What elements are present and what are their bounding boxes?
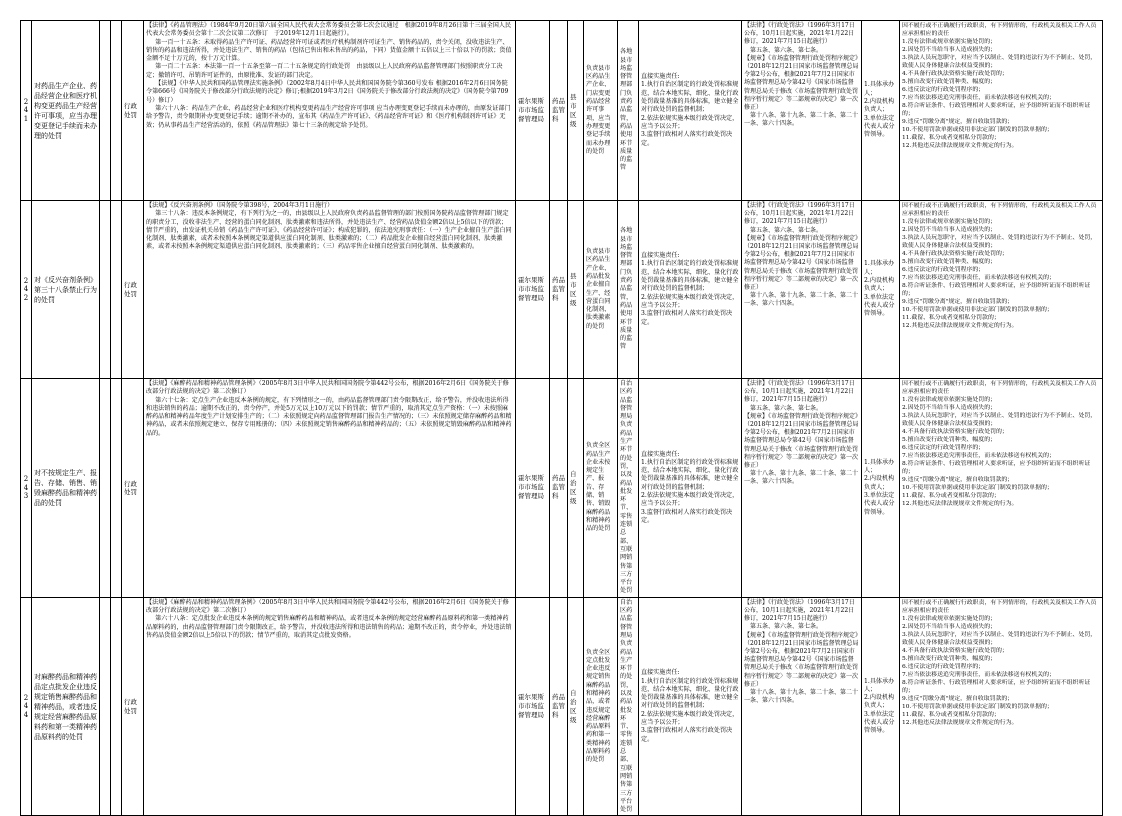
- law-line: 【规章】《市场监督管理行政处罚程序规定》（2018年12月21日国家市场监督管理总局令第2号公布，根据2021年7月2日国家市场监督管理总局令第42号《国家市场监督管理总局关于修改〈市场监督管理行政处罚程序暂行规定〉等二部规章的决定》第一次修正）: [744, 631, 859, 688]
- liability-line: 4.不具备行政执法资格实施行政处罚的；: [902, 251, 1008, 257]
- implementing-body: 霍尔果斯市市场监督管理局: [516, 379, 550, 598]
- duty-description: [639, 201, 742, 379]
- resp_person-line: 2.内设机构负责人；: [864, 98, 895, 114]
- liability-line: 因不履行或不正确履行行政职责，有下列情形的，行政机关及相关工作人员应承担相应的责任: [902, 381, 1097, 395]
- item-type: 行政处罚: [122, 379, 144, 598]
- law-line: 【法律】《行政处罚法》（1996年3月17日公布，10月1日起实施，2021年1月22日修订，2021年7月15日起施行）: [744, 598, 855, 623]
- liability-line: 8.符合听证条件、行政管理相对人要求听证，应予组织听证而不组织听证的；: [902, 679, 1091, 694]
- empty-cell: [111, 597, 122, 816]
- item-name: 对麻醉药品和精神药品定点批发企业违反规定销售麻醉药品和精神药品，或者违反规定经营麻醉药品原料药和第一类精神药品原料药的处罚: [32, 597, 100, 816]
- liability-line: 1.没有法律或规章依据实施处罚的；: [902, 39, 996, 45]
- liability-line: 3.执法人员玩忽职守，对应当予以制止、处罚的违法行为不予制止、处罚，致使人民身体健康合法权益受损的；: [902, 55, 1097, 69]
- liability-line: 1.没有法律或规章依据实施处罚的；: [902, 615, 996, 622]
- liability-line: 12.其他违反法律法规规章文件规定的行为。: [902, 143, 1018, 149]
- legal-basis: [144, 201, 516, 379]
- law-line: 第五条、第六条、第七条。: [744, 226, 823, 234]
- law-line: 第五条、第六条、第七条。: [744, 404, 823, 412]
- basis-line: 第一百一十五条：未取得药品生产许可证、药品经营许可证或者医疗机构制剂许可证生产、销售药品的，责令关闭，没收违法生产、销售的药品和违法所得，并处违法生产、销售的药品（包括已售出和未售出的药品，下同）货值金额十五倍以上三十倍以下的罚款；货值金额不足十万元的，按十万元计算。: [146, 38, 512, 63]
- duty-line: 1.执行自治区制定的行政处罚标准规范，结合本地实际，细化、量化行政处罚裁量基准的具体标准，建立健全对行政处罚的监督机制；: [641, 81, 739, 114]
- empty-cell: [100, 379, 111, 598]
- duty-line: 2.依法依规实施本级行政处罚决定，应当予以公开；: [641, 492, 739, 508]
- liability-line: 6.违反法定的行政处罚程序的；: [902, 445, 985, 451]
- resp_person-line: 1.具体承办人；: [864, 81, 895, 97]
- liability-line: 7.应当依法移送追究刑事责任，而未依法移送有权机关的；: [902, 95, 1055, 101]
- liability-line: 11.截留、私分或者变相私分罚款的；: [902, 711, 1000, 718]
- liability-line: 12.其他违反法律法规规章文件规定的行为。: [902, 719, 1018, 726]
- basis-line: 第一百二十五条：本法第一百一十五条至第一百二十五条规定的行政处罚 由县级以上人民政府药品监督管理部门按照职责分工决定；撤销许可、吊销许可证件的，由原批准、发证的部门决定。: [146, 63, 503, 79]
- basis-line: 【法律】《药品管理法》（1984年9月20日第六届全国人民代表大会常务委员会第七次会议通过 根据2019年8月26日第十三届全国人民代表大会常务委员会第十二次会议第二次修订 于2019年12月1日起施行）。: [146, 22, 512, 38]
- liability-line: 4.不具备行政执法资格实施行政处罚的；: [902, 647, 1008, 654]
- liability-line: 7.应当依法移送追究刑事责任，而未依法移送有权机关的；: [902, 275, 1055, 281]
- duty-line: 2.依法依规实施本级行政处罚决定，应当予以公开；: [641, 114, 739, 130]
- liability-line: 9.违反"罚缴分离"规定，擅自收取罚款的；: [902, 477, 1014, 483]
- jurisdiction-level: 自治区级: [568, 597, 584, 816]
- basis-line: 【法规】《麻醉药品和精神药品管理条例》（2005年8月3日中华人民共和国国务院令第442号公布，根据2016年2月6日《国务院关于修改部分行政法规的决定》第二次修订）: [146, 380, 509, 396]
- responsible-department: 药品监管科: [550, 379, 568, 598]
- liability-line: 6.违反法定的行政处罚程序的；: [902, 267, 985, 273]
- implementing-body: 霍尔果斯市市场监督管理局: [516, 201, 550, 379]
- responsible-persons: [862, 21, 900, 201]
- row-number: 243: [21, 379, 32, 598]
- resp_person-line: 3.单位法定代表人或分管领导。: [864, 114, 895, 139]
- liability-line: 2.因处罚不当给当事人造成损失的；: [902, 47, 996, 53]
- law-line: 第十八条、第十九条、第二十条、第二十一条、第六十四条。: [744, 470, 859, 486]
- law-line: 【法律】《行政处罚法》（1996年3月17日公布，10月1日起实施，2021年1月22日修订，2021年7月15日起施行）: [744, 202, 855, 226]
- duty-line: 3.监督行政相对人落实行政处罚决定。: [641, 131, 733, 147]
- resp_person-line: 3.单位法定代表人或分管领导。: [864, 710, 895, 735]
- duty-legal-basis: [742, 201, 862, 379]
- duty-line: 直接实施责任:: [641, 669, 680, 677]
- duty-description: [639, 21, 742, 201]
- duty-line: 2.依法依规实施本级行政处罚决定，应当予以公开；: [641, 293, 739, 309]
- liability-line: 12.其他违反法律法规规章文件规定的行为。: [902, 501, 1018, 507]
- liability-line: 3.执法人员玩忽职守，对应当予以制止、处罚的违法行为不予制止、处罚，致使人民身体健康合法权益受损的；: [902, 631, 1097, 646]
- liability-line: 11.截留、私分或者变相私分罚款的；: [902, 493, 1000, 499]
- duty-description: [639, 597, 742, 816]
- law-line: 第十八条、第十九条、第二十条、第二十一条、第六十四条。: [744, 292, 859, 308]
- duty-legal-basis: [742, 597, 862, 816]
- liability-line: 6.违反法定的行政处罚程序的；: [902, 663, 985, 670]
- liability-line: 5.擅自改变行政处罚种类、幅度的；: [902, 437, 996, 443]
- liability-line: 3.执法人员玩忽职守，对应当予以制止、处罚的违法行为不予制止、处罚，致使人民身体健康合法权益受损的；: [902, 235, 1097, 249]
- responsible-persons: [862, 597, 900, 816]
- duty-line: 3.监督行政相对人落实行政处罚决定。: [641, 508, 733, 524]
- responsible-persons: [862, 379, 900, 598]
- liability-line: 8.符合听证条件、行政管理相对人要求听证，应予组织听证而不组织听证的；: [902, 461, 1091, 475]
- resp_person-line: 3.单位法定代表人或分管领导。: [864, 293, 895, 318]
- jurisdiction-level: 县市区级: [568, 21, 584, 201]
- handling-authority: 自治区药品监督管理局负责药品生产环节的处罚，以及药品批发环节、零售连锁总部、互联网销售第三方平台处罚: [618, 597, 639, 816]
- resp_person-line: 1.具体承办人；: [864, 458, 895, 475]
- resp_person-line: 1.具体承办人；: [864, 677, 895, 693]
- empty-cell: [111, 379, 122, 598]
- power-list-table: [20, 20, 1103, 816]
- item-type: 行政处罚: [122, 597, 144, 816]
- responsible-department: 药品监管科: [550, 597, 568, 816]
- resp_person-line: 1.具体承办人；: [864, 260, 895, 276]
- table-row: [21, 379, 1103, 598]
- liability-line: 9.违反"罚缴分离"规定，擅自收取罚款的；: [902, 119, 1014, 125]
- liability-line: 9.违反"罚缴分离"规定，擅自收取罚款的；: [902, 695, 1014, 702]
- liability-line: 11.截留、私分或者变相私分罚款的；: [902, 315, 1000, 321]
- accountability-rules: [900, 379, 1103, 598]
- legal-basis: [144, 597, 516, 816]
- liability-line: 1.没有法律或规章依据实施处罚的；: [902, 397, 996, 403]
- responsible-persons: [862, 201, 900, 379]
- responsibility-scope: 负责全区药品生产企业未按规定生产、报告、存储、销售、销毁麻醉药品和精神药品的处罚: [584, 379, 618, 598]
- liability-line: 7.应当依法移送追究刑事责任，而未依法移送有权机关的；: [902, 671, 1055, 678]
- resp_person-line: 2.内设机构负责人；: [864, 475, 895, 491]
- item-name: 对药品生产企业、药品经营企业和医疗机构变更药品生产经营许可事项，应当办理变更登记手续而未办理的处罚: [32, 21, 100, 201]
- table-row: [21, 201, 1103, 379]
- liability-line: 因不履行或不正确履行行政职责，有下列情形的，行政机关及相关工作人员应承担相应的责任: [902, 599, 1097, 614]
- resp_person-line: 3.单位法定代表人或分管领导。: [864, 492, 895, 516]
- law-line: 【规章】《市场监督管理行政处罚程序规定》（2018年12月21日国家市场监督管理总局令第2号公布，根据2021年7月2日国家市场监督管理总局令第42号《国家市场监督管理总局关于修改〈市场监督管理行政处罚程序暂行规定〉等二部规章的决定》第一次修正）: [744, 412, 859, 470]
- legal-basis: [144, 379, 516, 598]
- duty-description: [639, 379, 742, 598]
- basis-line: 第三十八条：违反本条例规定，有下列行为之一的，由县级以上人民政府负责药品监督管理的部门按照国务院药品监督管理部门规定的职责分工，没收非法生产、经营的蛋白同化制剂、肽类激素和违法所得，并处违法生产、经营药品货值金额2倍以上5倍以下的罚款；情节严重的，由发证机关吊销《药品生产许可证》、《药品经营许可证》；构成犯罪的，依法追究刑事责任：（一）生产企业擅自生产蛋白同化制剂、肽类激素，或者未按照本条例规定渠道供应蛋白同化制剂、肽类激素的；（二）药品批发企业擅自经营蛋白同化制剂、肽类激素，或者未按照本条例规定渠道供应蛋白同化制剂、肽类激素的；（三）药品零售企业擅自经营蛋白同化制剂、肽类激素的。: [146, 210, 512, 251]
- liability-line: 8.符合听证条件、行政管理相对人要求听证，应予组织听证而不组织听证的；: [902, 103, 1091, 117]
- liability-line: 10.不使用罚款单据或使用非法定部门制发的罚款单据的；: [902, 127, 1053, 133]
- duty-line: 1.执行自治区制定的行政处罚标准规范，结合本地实际，细化、量化行政处罚裁量基准的具体标准，建立健全对行政处罚的监督机制；: [641, 260, 739, 293]
- empty-cell: [100, 201, 111, 379]
- liability-line: 2.因处罚不当给当事人造成损失的；: [902, 227, 996, 233]
- handling-authority: 各地县市场监督管理部门负责药品监管，药品使用环节质量的监管: [618, 21, 639, 201]
- liability-line: 5.擅自改变行政处罚种类、幅度的；: [902, 259, 996, 265]
- basis-line: 【法规】《反兴奋剂条例》（国务院令第398号，2004年3月1日施行）: [146, 202, 334, 209]
- row-number: 244: [21, 597, 32, 816]
- resp_person-line: 2.内设机构负责人；: [864, 277, 895, 293]
- implementing-body: 霍尔果斯市市场监督管理局: [516, 21, 550, 201]
- empty-cell: [111, 201, 122, 379]
- legal-basis: [144, 21, 516, 201]
- responsible-department: 药品监管科: [550, 21, 568, 201]
- liability-line: 11.截留、私分或者变相私分罚款的；: [902, 135, 1000, 141]
- handling-authority: 自治区药品监督管理局负责药品生产环节的处罚，以及药品批发环节、零售连锁总部、互联网销售第三方平台处罚: [618, 379, 639, 598]
- item-name: 对不按规定生产、报告、存储、销售、销毁麻醉药品和精神药品的处罚: [32, 379, 100, 598]
- jurisdiction-level: 县市区级: [568, 201, 584, 379]
- table-body: [21, 21, 1103, 816]
- responsibility-scope: 负责县市区药品生产企业、药品批发企业擅自生产、经营蛋白同化制剂、肽类激素的处罚: [584, 201, 618, 379]
- item-type: 行政处罚: [122, 201, 144, 379]
- liability-line: 因不履行或不正确履行行政职责，有下列情形的，行政机关及相关工作人员应承担相应的责任: [902, 23, 1097, 37]
- law-line: 【法律】《行政处罚法》（1996年3月17日公布，10月1日起实施，2021年1月22日修订，2021年7月15日起施行）: [744, 22, 855, 46]
- liability-line: 4.不具备行政执法资格实施行政处罚的；: [902, 71, 1008, 77]
- duty-line: 3.监督行政相对人落实行政处罚决定。: [641, 727, 733, 743]
- liability-line: 2.因处罚不当给当事人造成损失的；: [902, 405, 996, 411]
- duty-legal-basis: [742, 379, 862, 598]
- row-number: 241: [21, 21, 32, 201]
- responsibility-scope: 负责全区定点批发企业违反规定销售麻醉药品和精神药品，或者违反规定经营麻醉药品原料药和第一类精神药品原料药的处罚: [584, 597, 618, 816]
- responsibility-scope: 负责县市区药品生产企业、门店变更药品经营许可事项，应当办理变更登记手续而未办理的处罚: [584, 21, 618, 201]
- responsible-department: 药品监管科: [550, 201, 568, 379]
- table-row: [21, 597, 1103, 816]
- liability-line: 6.违反法定的行政处罚程序的；: [902, 87, 985, 93]
- law-line: 【法律】《行政处罚法》（1996年3月17日公布，10月1日起实施，2021年1月22日修订，2021年7月15日起施行）: [744, 380, 855, 404]
- liability-line: 10.不使用罚款单据或使用非法定部门制发的罚款单据的；: [902, 703, 1053, 710]
- empty-cell: [111, 21, 122, 201]
- empty-cell: [100, 21, 111, 201]
- liability-line: 因不履行或不正确履行行政职责，有下列情形的，行政机关及相关工作人员应承担相应的责任: [902, 203, 1097, 217]
- basis-line: 【法规】《中华人民共和国药品管理法实施条例》（2002年8月4日中华人民共和国国务院令第360号发布 根据2016年2月6日国务院令第666号《国务院关于修改部分行政法规的决定》修订;根据2019年3月2日《国务院关于修改部分行政法规的决定》（国务院令第709号）修订）: [146, 80, 509, 104]
- liability-line: 8.符合听证条件、行政管理相对人要求听证，应予组织听证而不组织听证的；: [902, 283, 1091, 297]
- liability-line: 4.不具备行政执法资格实施行政处罚的；: [902, 429, 1008, 435]
- basis-line: 第六十八条：定点批发企业违反本条例的规定销售麻醉药品和精神药品，或者违反本条例的规定经营麻醉药品原料药和第一类精神药品原料药的，由药品监督管理部门责令限期改正，给予警告，并没收违法所得和违法销售的药品；逾期不改正的，责令停业，并处违法销售药品货值金额2倍以上5倍以下的罚款；情节严重的，取消其定点批发资格。: [146, 615, 512, 639]
- resp_person-line: 2.内设机构负责人；: [864, 694, 895, 710]
- law-line: 第五条、第六条、第七条。: [744, 623, 823, 631]
- duty-line: 直接实施责任:: [641, 73, 680, 81]
- law-line: 【规章】《市场监督管理行政处罚程序规定》（2018年12月21日国家市场监督管理总局令第2号公布，根据2021年7月2日国家市场监督管理总局令第42号《国家市场监督管理总局关于修改〈市场监督管理行政处罚程序暂行规定〉等二部规章的决定》第一次修正）: [744, 234, 859, 292]
- duty-legal-basis: [742, 21, 862, 201]
- accountability-rules: [900, 201, 1103, 379]
- duty-line: 直接实施责任:: [641, 252, 680, 260]
- liability-line: 5.擅自改变行政处罚种类、幅度的；: [902, 655, 996, 662]
- basis-line: 第六十七条：定点生产企业违反本条例的规定，有下列情形之一的，由药品监督管理部门责令限期改正，给予警告，并没收违法所得和违法销售的药品；逾期不改正的，责令停产，并处5万元以上10万元以下的罚款；情节严重的，取消其定点生产资格：（一）未按照麻醉药品和精神药品年度生产计划安排生产的；（二）未依照规定向药品监督管理部门报告生产情况的；（三）未依照规定储存麻醉药品和精神药品，或者未依照规定建立、保存专用账册的；（四）未依照规定销售麻醉药品和精神药品的；（五）未依照规定销毁麻醉药品和精神药品的。: [146, 396, 512, 437]
- liability-line: 7.应当依法移送追究刑事责任，而未依法移送有权机关的；: [902, 453, 1055, 459]
- liability-line: 10.不使用罚款单据或使用非法定部门制发的罚款单据的；: [902, 307, 1053, 313]
- duty-line: 2.依法依规实施本级行政处罚决定，应当予以公开；: [641, 710, 739, 727]
- liability-line: 2.因处罚不当给当事人造成损失的；: [902, 623, 996, 630]
- duty-line: 3.监督行政相对人落实行政处罚决定。: [641, 310, 733, 326]
- accountability-rules: [900, 597, 1103, 816]
- empty-cell: [100, 597, 111, 816]
- liability-line: 1.没有法律或规章依据实施处罚的；: [902, 219, 996, 225]
- law-line: 第五条、第六条、第七条。: [744, 46, 823, 54]
- implementing-body: 霍尔果斯市市场监督管理局: [516, 597, 550, 816]
- law-line: 第十八条、第十九条、第二十条、第二十一条、第六十四条。: [744, 112, 859, 128]
- item-type: 行政处罚: [122, 21, 144, 201]
- table-row: [21, 21, 1103, 201]
- duty-line: 1.执行自治区制定的行政处罚标准规范，结合本地实际，细化、量化行政处罚裁量基准的具体标准，建立健全对行政处罚的监督机制；: [641, 677, 739, 710]
- law-line: 第十八条、第十九条、第二十条、第二十一条、第六十四条。: [744, 688, 859, 705]
- accountability-rules: [900, 21, 1103, 201]
- liability-line: 10.不使用罚款单据或使用非法定部门制发的罚款单据的；: [902, 485, 1053, 491]
- handling-authority: 各地县市场监督管理部门负责药品监管，药品使用环节质量的监管: [618, 201, 639, 379]
- basis-line: 第六十八条：药品生产企业、药品经营企业和医疗机构变更药品生产经营许可事项 应当办理变更登记手续而未办理的，由原发证部门给予警告，责令限期补办变更登记手续；逾期不补办的，宣布其《药品生产许可证》、《药品经营许可证》和《医疗机构制剂许可证》无效；仍从事药品生产经营活动的，依照《药品管理法》第七十三条的规定给予处罚。: [146, 104, 511, 129]
- duty-line: 1.执行自治区制定的行政处罚标准规范，结合本地实际，细化、量化行政处罚裁量基准的具体标准，建立健全对行政处罚的监督机制；: [641, 458, 739, 491]
- liability-line: 12.其他违反法律法规规章文件规定的行为。: [902, 323, 1018, 329]
- liability-line: 3.执法人员玩忽职守，对应当予以制止、处罚的违法行为不予制止、处罚，致使人民身体健康合法权益受损的；: [902, 413, 1097, 427]
- basis-line: 【法规】《麻醉药品和精神药品管理条例》（2005年8月3日中华人民共和国国务院令第442号公布，根据2016年2月6日《国务院关于修改部分行政法规的决定》第二次修订）: [146, 598, 509, 615]
- item-name: 对《反兴奋剂条例》第三十八条禁止行为的处罚: [32, 201, 100, 379]
- row-number: 242: [21, 201, 32, 379]
- law-line: 【规章】《市场监督管理行政处罚程序规定》（2018年12月21日国家市场监督管理总局令第2号公布，根据2021年7月2日国家市场监督管理总局令第42号《国家市场监督管理总局关于修改〈市场监督管理行政处罚程序暂行规定〉等二部规章的决定》第一次修正）: [744, 54, 859, 112]
- liability-line: 9.违反"罚缴分离"规定，擅自收取罚款的；: [902, 299, 1014, 305]
- jurisdiction-level: 自治区级: [568, 379, 584, 598]
- duty-line: 直接实施责任:: [641, 450, 680, 458]
- liability-line: 5.擅自改变行政处罚种类、幅度的；: [902, 79, 996, 85]
